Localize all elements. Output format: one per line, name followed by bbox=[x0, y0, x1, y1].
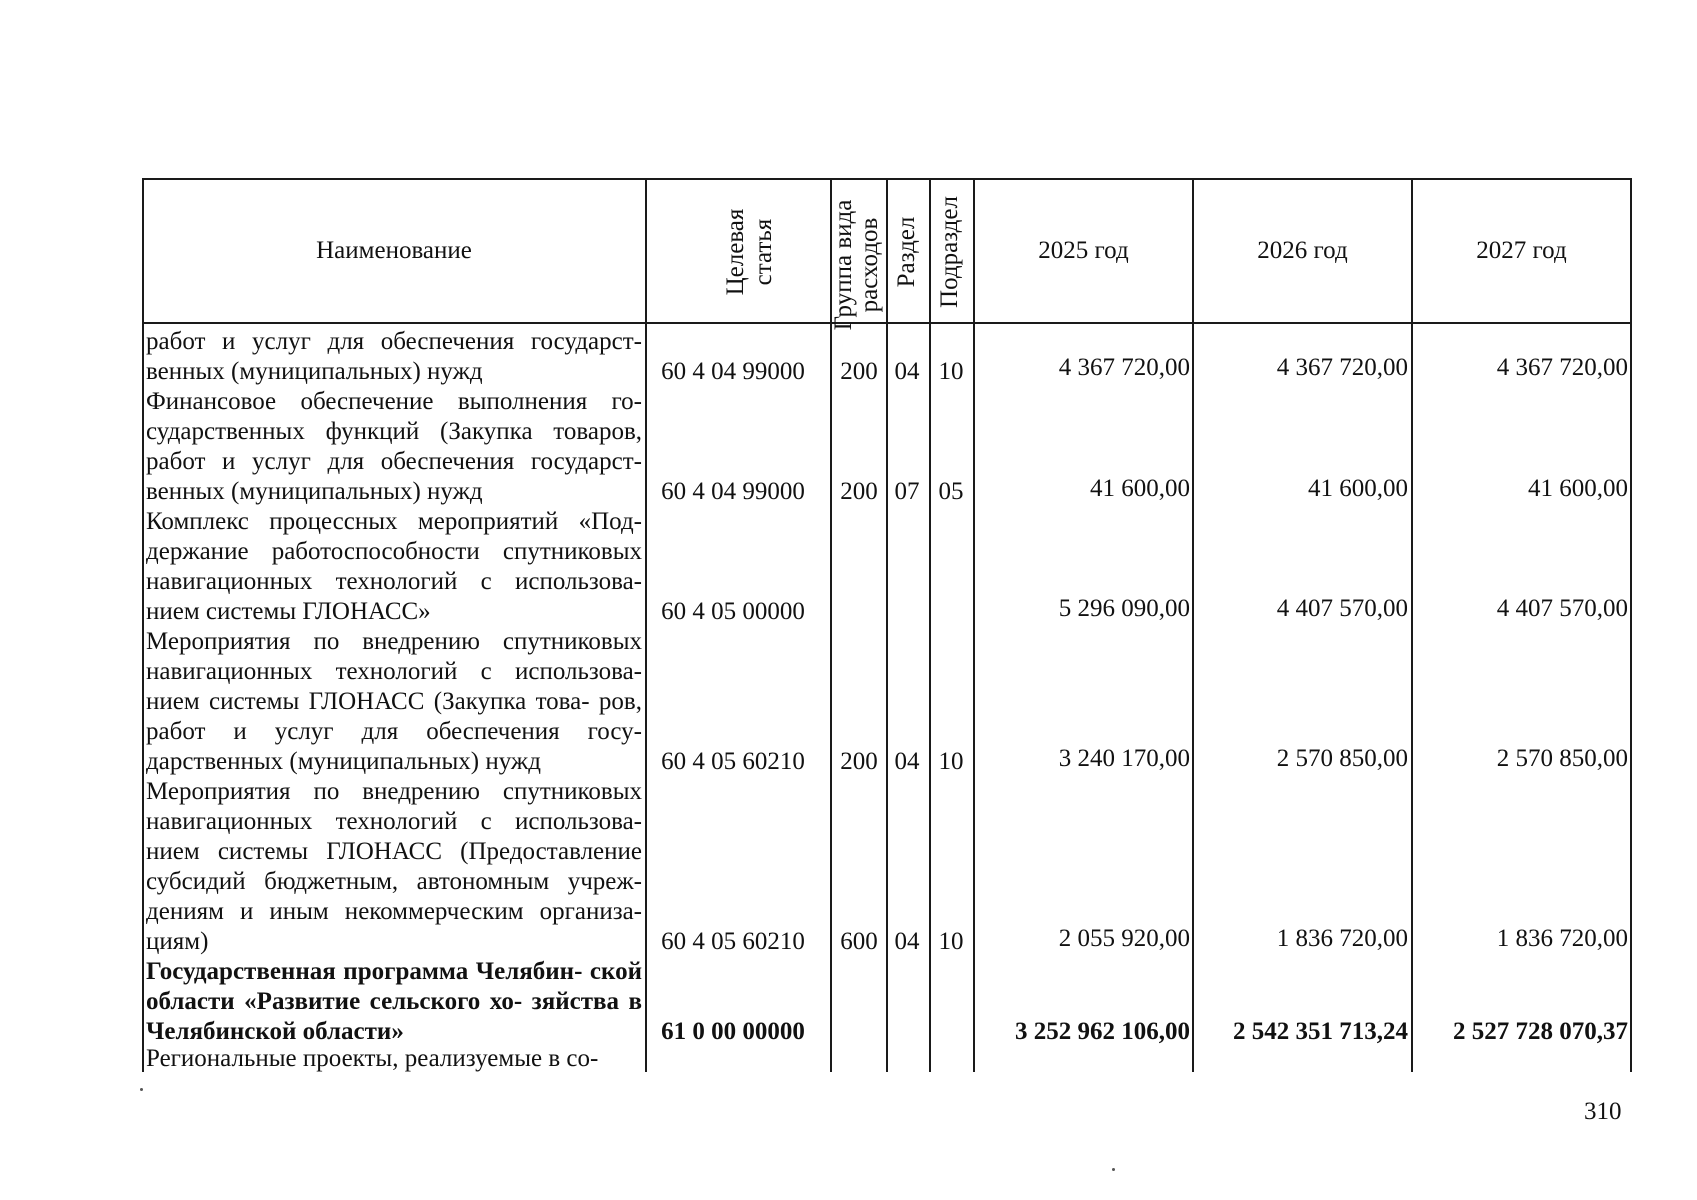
header-year-2025: 2025 год bbox=[1038, 237, 1129, 264]
row-subsection: 10 bbox=[938, 748, 964, 775]
row-y2026: 2 570 850,00 bbox=[1276, 745, 1408, 772]
header-name: Наименование bbox=[316, 237, 472, 264]
row-name: Государственная программа Челябин- ской области «Развитие сельского хо- зяйства в Челябинской области» bbox=[146, 958, 642, 1045]
header-expense-group bbox=[831, 195, 887, 335]
row-y2025: 3 252 962 106,00 bbox=[1015, 1018, 1190, 1045]
row-code: 60 4 05 60210 bbox=[661, 748, 805, 775]
header-subsection-text: Подраздел bbox=[936, 196, 963, 308]
row-y2027: 4 367 720,00 bbox=[1496, 354, 1628, 381]
row-section: 04 bbox=[894, 928, 920, 955]
scan-speck bbox=[1112, 1168, 1115, 1171]
col-divider-name bbox=[645, 178, 647, 1072]
row-y2026: 2 542 351 713,24 bbox=[1233, 1018, 1408, 1045]
row-y2026: 1 836 720,00 bbox=[1276, 925, 1408, 952]
row-code: 60 4 04 99000 bbox=[661, 478, 805, 505]
row-group: 600 bbox=[840, 928, 878, 955]
row-y2026: 4 407 570,00 bbox=[1276, 595, 1408, 622]
table-right-border bbox=[1630, 178, 1632, 1072]
row-section: 04 bbox=[894, 358, 920, 385]
row-subsection: 10 bbox=[938, 928, 964, 955]
row-section: 07 bbox=[894, 478, 920, 505]
row-name: работ и услуг для обеспечения государст- венных (муниципальных) нужд bbox=[146, 328, 642, 385]
header-year-2026: 2026 год bbox=[1257, 237, 1348, 264]
row-y2027: 41 600,00 bbox=[1528, 475, 1628, 502]
row-y2025: 5 296 090,00 bbox=[1058, 595, 1190, 622]
row-y2025: 41 600,00 bbox=[1090, 475, 1190, 502]
row-y2026: 41 600,00 bbox=[1308, 475, 1408, 502]
row-code: 60 4 05 60210 bbox=[661, 928, 805, 955]
row-code: 61 0 00 00000 bbox=[661, 1018, 805, 1045]
scan-speck bbox=[140, 1088, 143, 1091]
row-group: 200 bbox=[840, 748, 878, 775]
row-code: 60 4 04 99000 bbox=[661, 358, 805, 385]
row-subsection: 05 bbox=[938, 478, 964, 505]
row-group: 200 bbox=[840, 478, 878, 505]
row-subsection: 10 bbox=[938, 358, 964, 385]
row-name: Региональные проекты, реализуемые в со- bbox=[146, 1045, 599, 1072]
row-y2025: 3 240 170,00 bbox=[1058, 745, 1190, 772]
header-target-article-text: Целевая статья bbox=[722, 208, 777, 296]
header-target-article bbox=[722, 182, 777, 322]
row-y2027: 2 570 850,00 bbox=[1496, 745, 1628, 772]
header-year-2027: 2027 год bbox=[1476, 237, 1567, 264]
row-name: Мероприятия по внедрению спутниковых навигационных технологий с использова- нием системы ГЛОНАСС (Закупка това- ров, работ и услуг для обеспечения госу- дарственных (муниципальных) нужд bbox=[146, 628, 642, 775]
row-name: Комплекс процессных мероприятий «Под- держание работоспособности спутниковых навигационных технологий с использова- нием системы ГЛОНАСС» bbox=[146, 508, 642, 625]
row-section: 04 bbox=[894, 748, 920, 775]
header-section-text: Раздел bbox=[893, 216, 920, 288]
row-y2027: 2 527 728 070,37 bbox=[1453, 1018, 1628, 1045]
header-subsection bbox=[937, 187, 965, 317]
row-y2027: 4 407 570,00 bbox=[1496, 595, 1628, 622]
row-code: 60 4 05 00000 bbox=[661, 598, 805, 625]
row-y2025: 2 055 920,00 bbox=[1058, 925, 1190, 952]
header-expense-group-text: Группа вида расходов bbox=[830, 199, 883, 331]
row-name: Финансовое обеспечение выполнения го- сударственных функций (Закупка товаров, работ и услуг для обеспечения государст- венных (муниципальных) нужд bbox=[146, 388, 642, 505]
row-name: Мероприятия по внедрению спутниковых навигационных технологий с использова- нием системы ГЛОНАСС (Предоставление субсидий бюджетным, автономным учреж- дениям и иным некоммерческим организа- циям) bbox=[146, 778, 642, 955]
row-y2027: 1 836 720,00 bbox=[1496, 925, 1628, 952]
page-number: 310 bbox=[1584, 1098, 1622, 1125]
row-y2026: 4 367 720,00 bbox=[1276, 354, 1408, 381]
row-group: 200 bbox=[840, 358, 878, 385]
row-y2025: 4 367 720,00 bbox=[1058, 354, 1190, 381]
header-section bbox=[894, 192, 922, 312]
